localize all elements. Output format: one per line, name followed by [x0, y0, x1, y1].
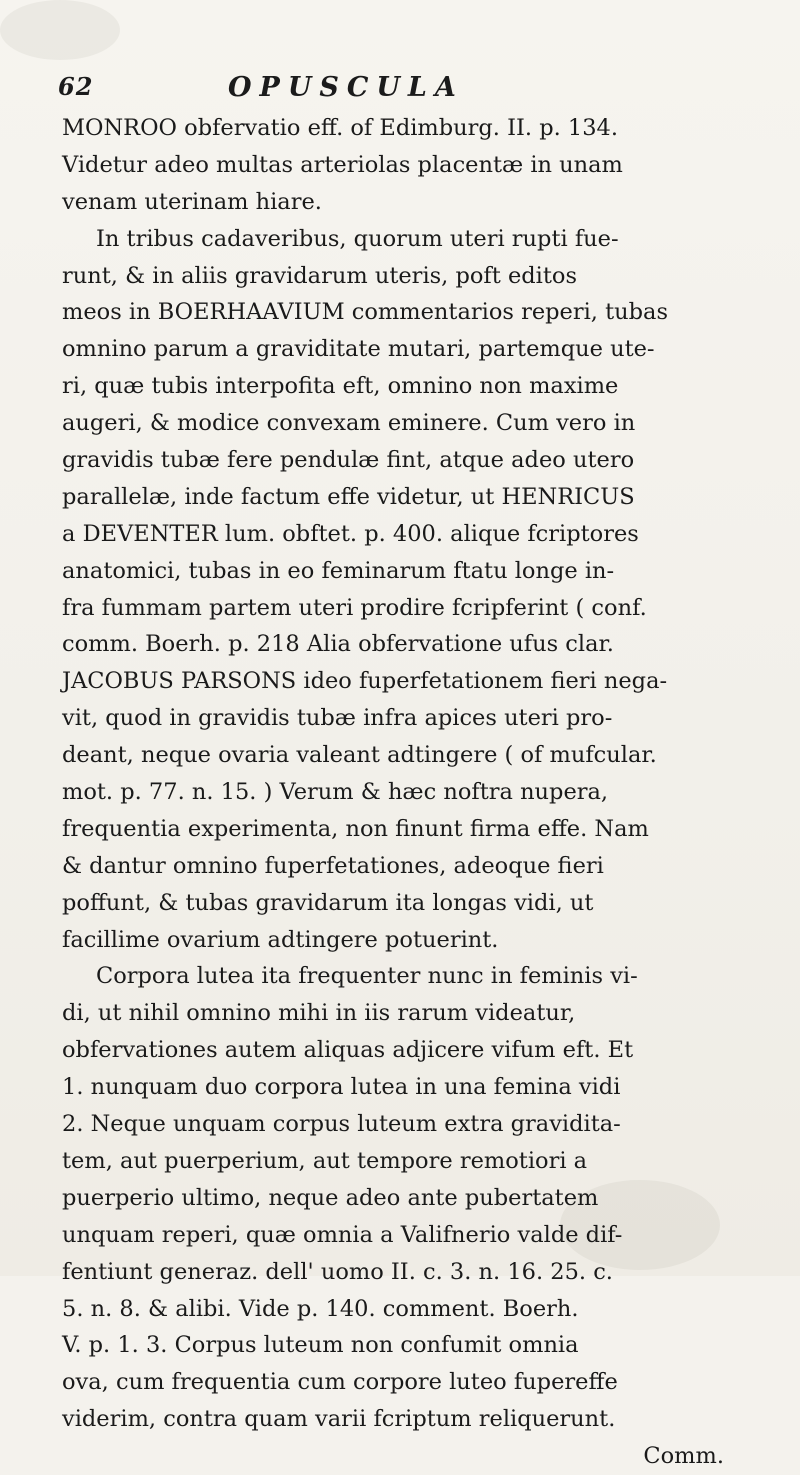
text-line: augeri, & modice convexam eminere. Cum vero in [62, 410, 636, 437]
text-line: meos in BOERHAAVIUM commentarios reperi, tubas [62, 299, 669, 326]
text-line: poffunt, & tubas gravidarum ita longas vidi, ut [62, 889, 594, 916]
text-line: frequentia experimenta, non finunt firma effe. Nam [62, 815, 649, 842]
text-line: JACOBUS PARSONS ideo fuperfetationem fieri nega- [62, 668, 668, 695]
text-line: fra fummam partem uteri prodire fcripferint ( conf. [62, 594, 647, 621]
text-line: Corpora lutea ita frequenter nunc in feminis vi- [96, 963, 638, 990]
text-line: anatomici, tubas in eo feminarum ftatu longe in- [62, 557, 615, 584]
text-line: puerperio ultimo, neque adeo ante pubertatem [62, 1184, 599, 1211]
running-head: OPUSCULA [228, 72, 464, 103]
text-line: ri, quæ tubis interpofita eft, omnino non maxime [62, 373, 619, 400]
text-line: mot. p. 77. n. 15. ) Verum & hæc noftra nupera, [62, 779, 609, 806]
text-line: vit, quod in gravidis tubæ infra apices uteri pro- [62, 705, 613, 732]
text-line: parallelæ, inde factum effe videtur, ut HENRICUS [62, 483, 635, 510]
text-line: obfervationes autem aliquas adjicere vifum eft. Et [62, 1037, 634, 1064]
text-line: tem, aut puerperium, aut tempore remotiori a [62, 1147, 588, 1174]
text-line: 1. nunquam duo corpora lutea in una femina vidi [62, 1074, 621, 1101]
text-line: di, ut nihil omnino mihi in iis rarum videatur, [62, 1000, 576, 1027]
text-line: Videtur adeo multas arteriolas placentæ in unam [62, 151, 623, 178]
text-line: fentiunt generaz. dell' uomo II. c. 3. n. 16. 25. c. [62, 1258, 613, 1285]
text-line: In tribus cadaveribus, quorum uteri rupti fue- [96, 225, 619, 252]
page-number: 62 [58, 72, 94, 101]
text-line: MONROO obfervatio eff. of Edimburg. II. p. 134. [62, 115, 618, 141]
text-line: omnino parum a graviditate mutari, partemque ute- [62, 336, 655, 363]
text-line: venam uterinam hiare. [62, 188, 322, 215]
text-line: ova, cum frequentia cum corpore luteo fupereffe [62, 1369, 618, 1396]
text-line: V. p. 1. 3. Corpus luteum non confumit omnia [62, 1332, 579, 1359]
text-line: comm. Boerh. p. 218 Alia obfervatione ufus clar. [62, 631, 614, 658]
text-line: viderim, contra quam varii fcriptum reliquerunt. [62, 1406, 616, 1433]
body-text [62, 110, 754, 1475]
text-line: a DEVENTER lum. obftet. p. 400. alique fcriptores [62, 520, 639, 547]
text-line: gravidis tubæ fere pendulæ fint, atque adeo utero [62, 447, 635, 474]
text-line: deant, neque ovaria valeant adtingere ( of mufcular. [62, 742, 657, 769]
text-line: & dantur omnino fuperfetationes, adeoque fieri [62, 852, 604, 879]
text-line: runt, & in aliis gravidarum uteris, poft editos [62, 262, 578, 289]
text-line: 5. n. 8. & alibi. Vide p. 140. comment. Boerh. [62, 1295, 579, 1322]
text-line: facillime ovarium adtingere potuerint. [62, 926, 499, 953]
paper-stain [0, 0, 120, 60]
text-line: unquam reperi, quæ omnia a Valifnerio valde dif- [62, 1221, 623, 1248]
catchword: Comm. [643, 1443, 724, 1470]
page-header [58, 72, 748, 108]
text-line: 2. Neque unquam corpus luteum extra gravidita- [62, 1111, 621, 1138]
